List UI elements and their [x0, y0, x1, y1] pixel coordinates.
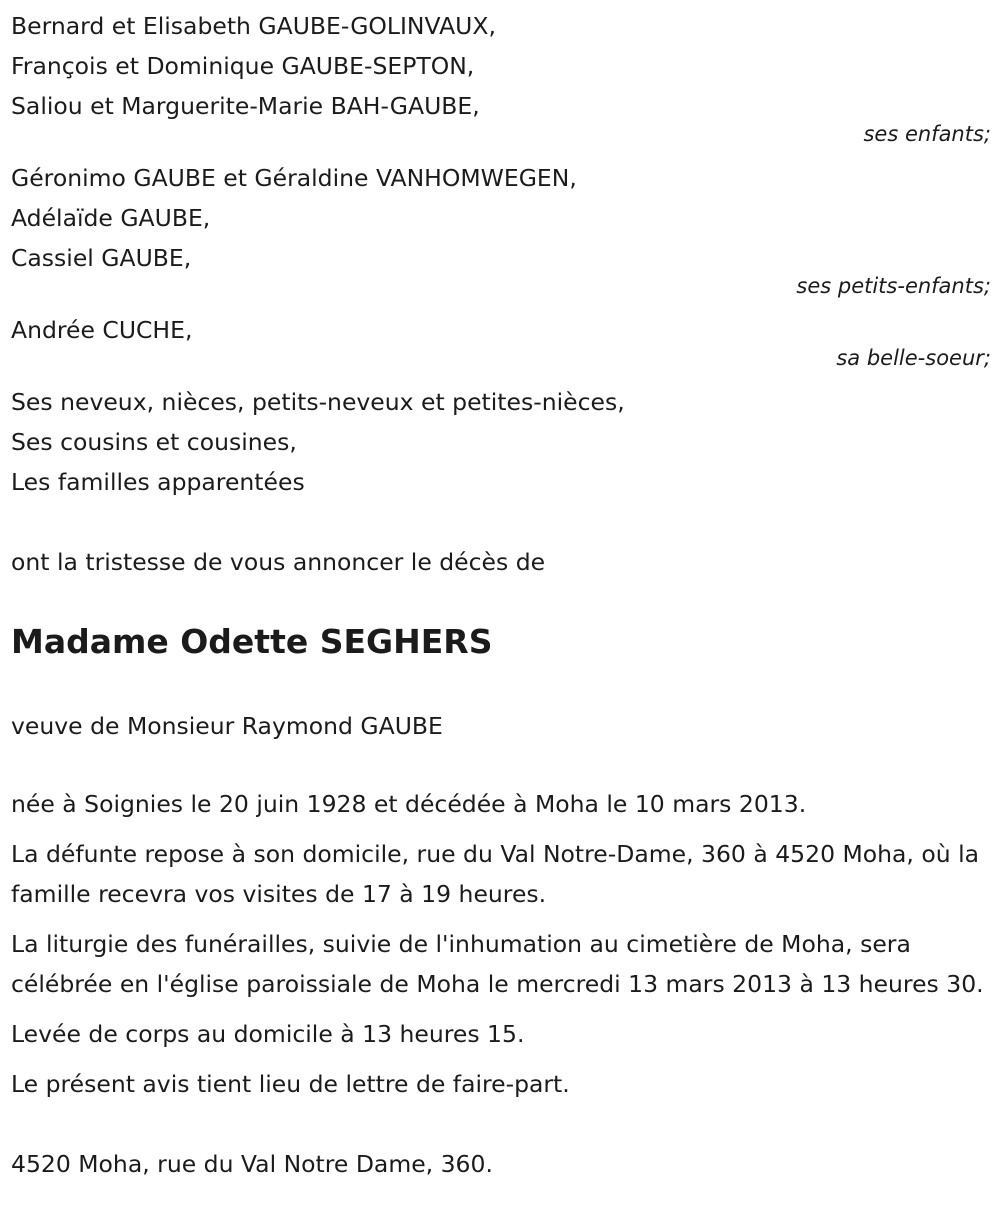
family-line: Ses neveux, nièces, petits-neveux et petites-nièces,	[11, 388, 625, 416]
sister-in-law-group	[11, 310, 991, 370]
relation-label: ses enfants;	[863, 122, 991, 146]
grandchildren-group	[11, 158, 991, 298]
procession-paragraph: Levée de corps au domicile à 13 heures 15.	[11, 1020, 525, 1048]
family-line: Géronimo GAUBE et Géraldine VANHOMWEGEN,	[11, 164, 577, 192]
relation-label: ses petits-enfants;	[796, 274, 991, 298]
extended-family-group	[11, 382, 991, 502]
deceased-name: Madame Odette SEGHERS	[11, 622, 493, 661]
family-line: Saliou et Marguerite-Marie BAH-GAUBE,	[11, 92, 480, 120]
widow-of-text: veuve de Monsieur Raymond GAUBE	[11, 712, 443, 740]
family-line: Les familles apparentées	[11, 468, 305, 496]
funeral-paragraph: La liturgie des funérailles, suivie de l'inhumation au cimetière de Moha, sera célébrée en l'église paroissiale de Moha le mercredi 13 mars 2013 à 13 heures 30.	[11, 930, 984, 998]
relation-label: sa belle-soeur;	[836, 346, 991, 370]
family-line: François et Dominique GAUBE-SEPTON,	[11, 52, 475, 80]
birth-death-paragraph: née à Soignies le 20 juin 1928 et décédée à Moha le 10 mars 2013.	[11, 790, 807, 818]
family-line: Cassiel GAUBE,	[11, 244, 192, 272]
notice-paragraph: Le présent avis tient lieu de lettre de faire-part.	[11, 1070, 570, 1098]
announcement-text: ont la tristesse de vous annoncer le décès de	[11, 548, 546, 576]
family-line: Ses cousins et cousines,	[11, 428, 297, 456]
family-line: Bernard et Elisabeth GAUBE-GOLINVAUX,	[11, 12, 496, 40]
family-line: Adélaïde GAUBE,	[11, 204, 211, 232]
children-group	[11, 6, 991, 146]
obituary-notice	[11, 6, 991, 1184]
family-line: Andrée CUCHE,	[11, 316, 193, 344]
details-section	[11, 784, 991, 1104]
visitation-paragraph: La défunte repose à son domicile, rue du Val Notre-Dame, 360 à 4520 Moha, où la famille recevra vos visites de 17 à 19 heures.	[11, 840, 980, 908]
address-text: 4520 Moha, rue du Val Notre Dame, 360.	[11, 1150, 493, 1178]
